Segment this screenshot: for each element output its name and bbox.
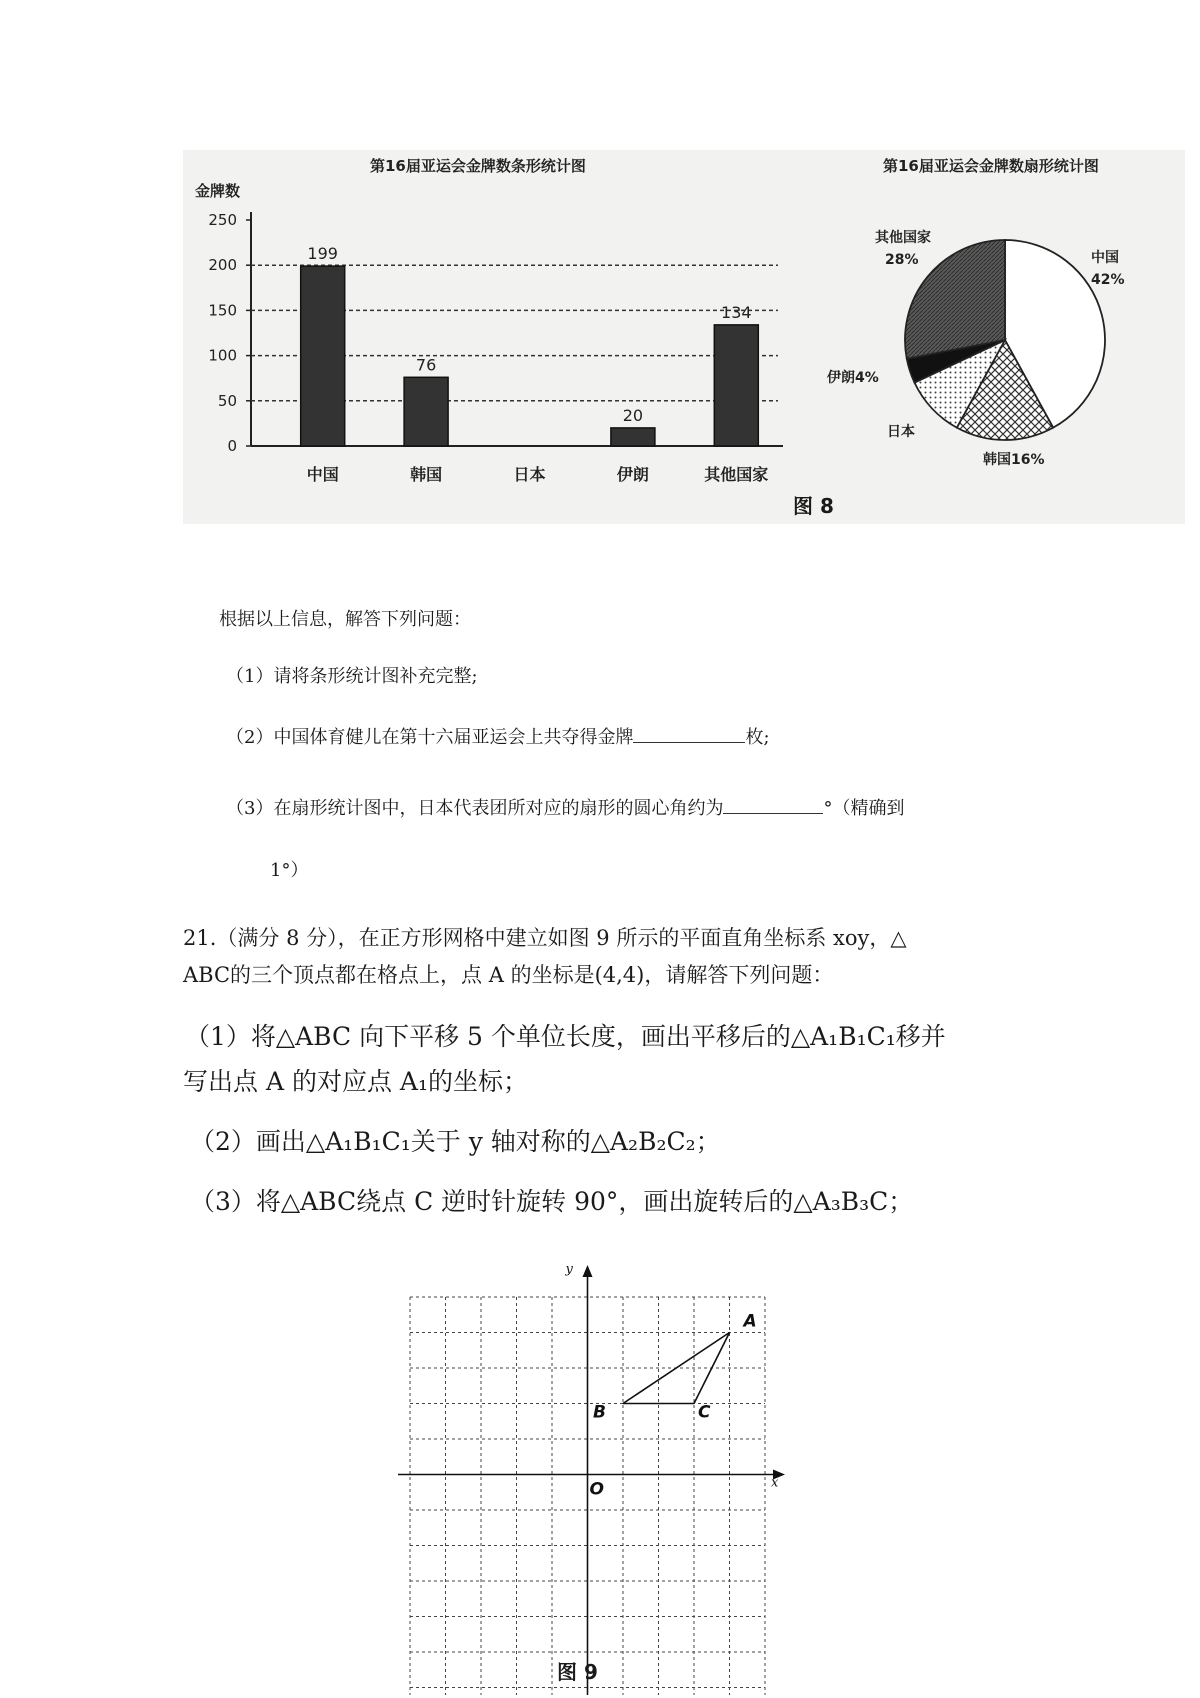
bar-y-tick-label: 250 [208,211,237,229]
question-20-1: （1）请将条形统计图补充完整; [226,666,478,687]
bar-4 [611,428,655,446]
pie-label: 日本 [887,424,915,440]
pie-percent-label: 28% [885,252,919,268]
problem-21-line-1: 21.（满分 8 分），在正方形网格中建立如图 9 所示的平面直角坐标系 xoy，△ [183,926,907,950]
pie-label: 韩国16% [983,452,1045,468]
x-axis-label: x [771,1475,779,1491]
bar-5 [714,325,758,446]
y-axis-label: y [565,1262,573,1277]
pie-slice-5 [905,240,1005,359]
bar-chart [183,150,783,524]
bar-chart-ylabel: 金牌数 [195,182,241,200]
answer-blank-gold-count[interactable] [633,722,745,743]
question-20-3-tail: °（精确到 [823,798,905,819]
bar-category-label: 韩国 [410,465,443,484]
question-20-2-text: （2）中国体育健儿在第十六届亚运会上共夺得金牌 [226,727,634,748]
origin-label: O [589,1479,604,1500]
pie-percent-label: 42% [1091,272,1125,288]
problem-21-part-3: （3）将△ABC绕点 C 逆时针旋转 90°，画出旋转后的△A₃B₃C； [190,1187,914,1216]
bar-y-tick-label: 0 [227,437,237,455]
bar-y-tick-label: 200 [208,256,237,275]
bar-2 [404,377,448,446]
question-20-3 [226,793,904,820]
figure-8-label: 图 8 [793,494,834,518]
bar-value-label: 76 [415,355,437,375]
bar-value-label: 199 [307,244,338,264]
problem-21-part-1-line-2: 写出点 A 的对应点 A₁的坐标； [183,1067,528,1096]
problem-21-part-2: （2）画出△A₁B₁C₁关于 y 轴对称的△A₂B₂C₂； [190,1127,721,1156]
question-20-3-continued: 1°） [270,860,309,881]
question-intro: 根据以上信息，解答下列问题： [219,609,471,630]
figure-9-label: 图 9 [557,1660,598,1684]
bar-category-label: 其他国家 [704,465,769,484]
vertex-label-c: C [698,1402,711,1423]
bar-category-label: 日本 [513,465,546,484]
bar-y-tick-label: 150 [208,301,237,320]
bar-chart-title: 第16届亚运会金牌数条形统计图 [370,157,586,175]
pie-label: 其他国家 [875,230,931,246]
question-20-2 [226,722,770,749]
bar-category-label: 中国 [306,465,339,484]
bar-y-tick-label: 100 [208,346,237,365]
y-axis-arrow-icon [583,1265,593,1277]
figure-9-grid [380,1255,800,1695]
question-20-3-text: （3）在扇形统计图中，日本代表团所对应的扇形的圆心角约为 [226,798,724,819]
vertex-label-b: B [593,1402,606,1423]
bar-1 [301,266,345,446]
question-20-2-unit: 枚; [745,727,770,748]
pie-chart [823,150,1185,524]
bar-category-label: 伊朗 [616,465,649,484]
pie-chart-title: 第16届亚运会金牌数扇形统计图 [883,157,1099,175]
vertex-label-a: A [743,1311,757,1332]
answer-blank-japan-angle[interactable] [723,793,823,814]
problem-21-line-2: ABC的三个顶点都在格点上，点 A 的坐标是(4,4)，请解答下列问题： [183,963,834,987]
bar-y-tick-label: 50 [217,391,237,410]
figure-8-charts [183,150,1185,524]
problem-21-part-1-line-1: （1）将△ABC 向下平移 5 个单位长度，画出平移后的△A₁B₁C₁移并 [185,1022,946,1051]
bar-value-label: 20 [622,405,644,425]
pie-label: 中国 [1091,250,1119,266]
bar-value-label: 134 [721,302,752,322]
pie-label: 伊朗4% [827,370,879,386]
